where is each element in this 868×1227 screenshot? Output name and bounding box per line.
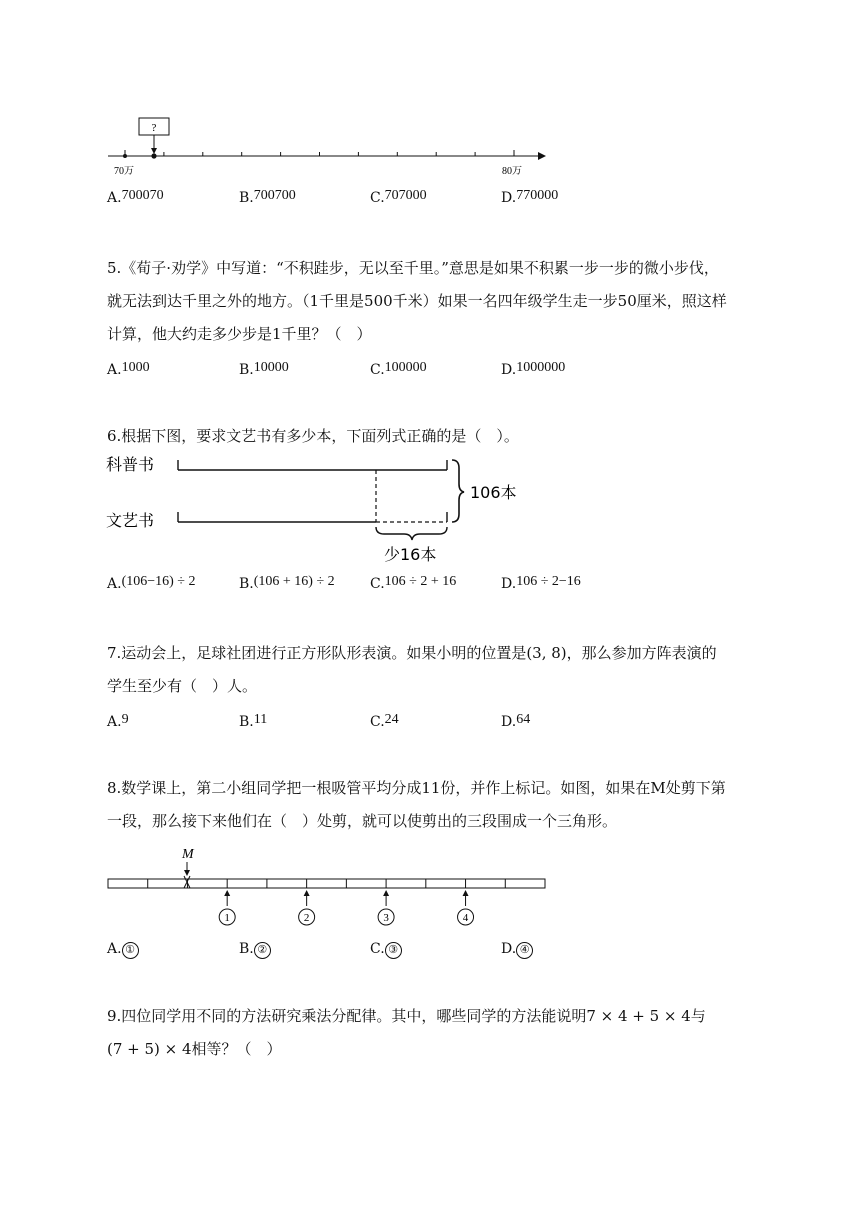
q5-option-b[interactable]: B.10000 xyxy=(239,360,289,378)
q5-line-3: 计算，他大约走多少步是1千里？（ ） xyxy=(107,325,372,343)
q8-line-1: 8.数学课上，第二小组同学把一根吸管平均分成11份，并作上标记。如图，如果在M处剪下第 xyxy=(107,779,726,797)
q9-line-1: 9.四位同学用不同的方法研究乘法分配律。其中，哪些同学的方法能说明7 × 4 + 5 × 4与 xyxy=(107,1007,706,1025)
q4-tick-label-right: 80万 xyxy=(502,166,522,177)
q4-number-line xyxy=(100,112,560,182)
q6-label-top: 科普书 xyxy=(106,455,155,474)
q8-option-d[interactable]: D. ④ xyxy=(501,941,533,959)
q8-question xyxy=(107,772,787,838)
q8-straw xyxy=(108,879,545,888)
q5-option-c[interactable]: C.100000 xyxy=(370,360,427,378)
q6-option-a[interactable]: A.(106−16) ÷ 2 xyxy=(107,574,196,592)
q4-option-d[interactable]: D.770000 xyxy=(501,188,559,206)
q4-tick-label-left: 70万 xyxy=(114,166,134,177)
q6-diff-label: 少16本 xyxy=(384,545,437,564)
q8-marker-label: 3 xyxy=(383,912,389,924)
q8-marker-label: 2 xyxy=(303,912,310,924)
q5-option-d[interactable]: D.1000000 xyxy=(501,360,566,378)
q5-option-a[interactable]: A.1000 xyxy=(107,360,150,378)
q9-line-2: (7 + 5) × 4相等？（ ） xyxy=(107,1040,282,1058)
q7-option-c[interactable]: C.24 xyxy=(370,712,399,730)
q4-axis-arrow xyxy=(538,152,546,160)
q9-question xyxy=(107,1000,787,1066)
q8-marker-3 xyxy=(378,890,394,925)
q5-question xyxy=(107,252,787,351)
q8-straw-diagram xyxy=(100,840,560,935)
q6-option-d[interactable]: D.106 ÷ 2−16 xyxy=(501,574,581,592)
q6-option-c[interactable]: C.106 ÷ 2 + 16 xyxy=(370,574,457,592)
q7-line-1: 7.运动会上，足球社团进行正方形队形表演。如果小明的位置是(3, 8)，那么参加方阵表演的 xyxy=(107,644,717,662)
q8-marker-label: 1 xyxy=(224,912,230,924)
q7-question xyxy=(107,637,787,703)
q4-option-a[interactable]: A.700070 xyxy=(107,188,164,206)
q8-marker-4 xyxy=(458,890,474,925)
q8-marker-label: 4 xyxy=(462,912,469,924)
q6-right-brace xyxy=(452,460,464,522)
q6-label-bottom: 文艺书 xyxy=(106,511,155,530)
q8-mark-label: M xyxy=(182,847,194,862)
q5-line-2: 就无法到达千里之外的地方。（1千里是500千米）如果一名四年级学生走一步50厘米，照这样 xyxy=(107,292,727,310)
q4-start-dot xyxy=(123,154,127,158)
q4-question-mark: ? xyxy=(151,122,157,134)
q6-bar-diagram xyxy=(100,448,540,568)
q7-option-b[interactable]: B.11 xyxy=(239,712,268,730)
q4-option-b[interactable]: B.700700 xyxy=(239,188,296,206)
q6-bottom-brace xyxy=(376,527,447,540)
q6-brace-label: 106本 xyxy=(470,483,517,502)
q5-line-1: 5.《荀子·劝学》中写道：“不积跬步，无以至千里。”意思是如果不积累一步一步的微小步伐， xyxy=(107,259,719,277)
q7-option-d[interactable]: D.64 xyxy=(501,712,531,730)
q8-line-2: 一段，那么接下来他们在（ ）处剪，就可以使剪出的三段围成一个三角形。 xyxy=(107,812,618,830)
q4-option-c[interactable]: C.707000 xyxy=(370,188,427,206)
q8-option-b[interactable]: B. ② xyxy=(239,941,271,959)
q7-option-a[interactable]: A.9 xyxy=(107,712,129,730)
q6-option-b[interactable]: B.(106 + 16) ÷ 2 xyxy=(239,574,335,592)
q8-marker-2 xyxy=(299,890,315,925)
q8-option-c[interactable]: C. ③ xyxy=(370,941,402,959)
q7-line-2: 学生至少有（ ）人。 xyxy=(107,677,258,695)
q4-question-dot xyxy=(151,153,156,158)
q6-question: 6.根据下图，要求文艺书有多少本，下面列式正确的是（ ）。 xyxy=(107,427,519,445)
q8-option-a[interactable]: A. ① xyxy=(107,941,139,959)
q8-marker-1 xyxy=(219,890,235,925)
